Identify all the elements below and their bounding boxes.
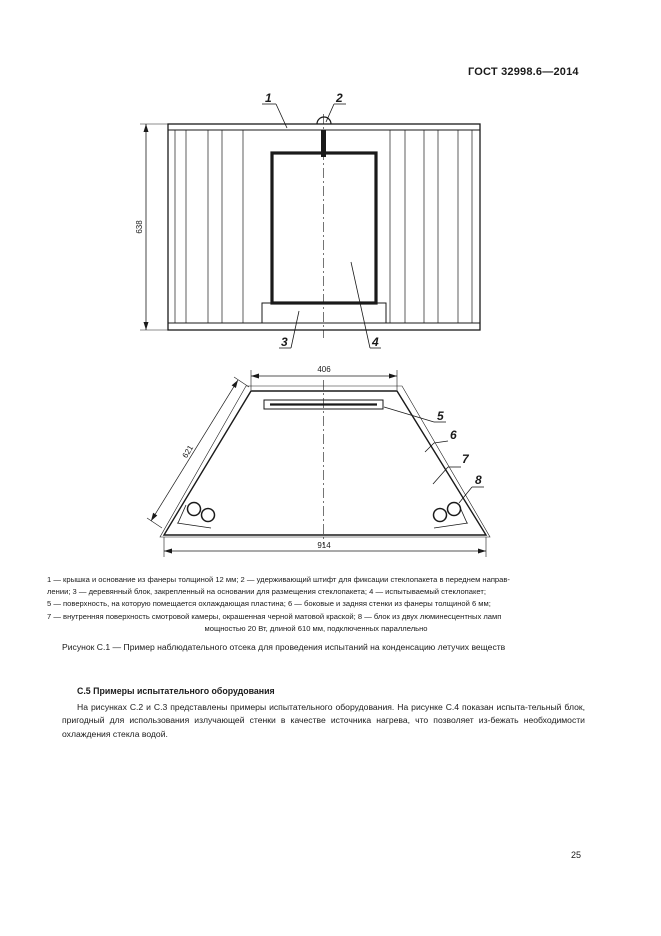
callout-2: 2 [336,91,343,105]
legend-line: лении; 3 — деревянный блок, закрепленный на основании для размещения стеклопакета; 4 — испытываемый стеклопакет; [47,587,486,597]
callout-7: 7 [462,452,469,466]
callout-1: 1 [265,91,272,105]
dim-side-length: 621 [180,443,196,460]
section-title: С.5 Примеры испытательного оборудования [77,686,275,696]
callout-3: 3 [281,335,288,349]
dim-top-width: 406 [317,365,331,374]
legend-line: мощностью 20 Вт, длиной 610 мм, подключенных параллельно [204,623,428,633]
callout-5: 5 [437,409,444,423]
standard-code: ГОСТ 32998.6—2014 [468,66,579,78]
legend-line: 1 — крышка и основание из фанеры толщиной 12 мм; 2 — удерживающий штифт для фиксации стеклопакета в переднем направ- [47,575,510,584]
lamp-block-left [177,503,215,529]
legend-line: 7 — внутренняя поверхность смотровой камеры, окрашенная черной матовой краской; 8 — блок из двух люминесцентных ламп [47,611,502,621]
figure-legend [47,574,585,635]
lamp-block-right [434,503,469,529]
dim-base-width: 914 [317,541,331,550]
callout-8: 8 [475,473,482,487]
section-body [62,701,585,741]
front-view [140,104,480,348]
figure-caption: Рисунок С.1 — Пример наблюдательного отсека для проведения испытаний на конденсацию летучих веществ [62,642,506,652]
page-number: 25 [571,850,582,860]
callout-6: 6 [450,428,457,442]
callout-4: 4 [372,335,379,349]
section-paragraph: На рисунках С.2 и С.3 представлены примеры испытательного оборудования. На рисунке С.4 показан испыта-тельный блок, пригодный для использования излучающей стенки в качестве источника нагрева, что позволяет из-бежать необходимости охлаждения стекла водой. [62,702,585,739]
plan-view [147,370,490,557]
legend-line: 5 — поверхность, на которую помещается охлаждающая пластина; 6 — боковые и задняя стенки из фанеры толщиной 6 мм; [47,599,491,609]
dim-height: 638 [135,220,144,234]
